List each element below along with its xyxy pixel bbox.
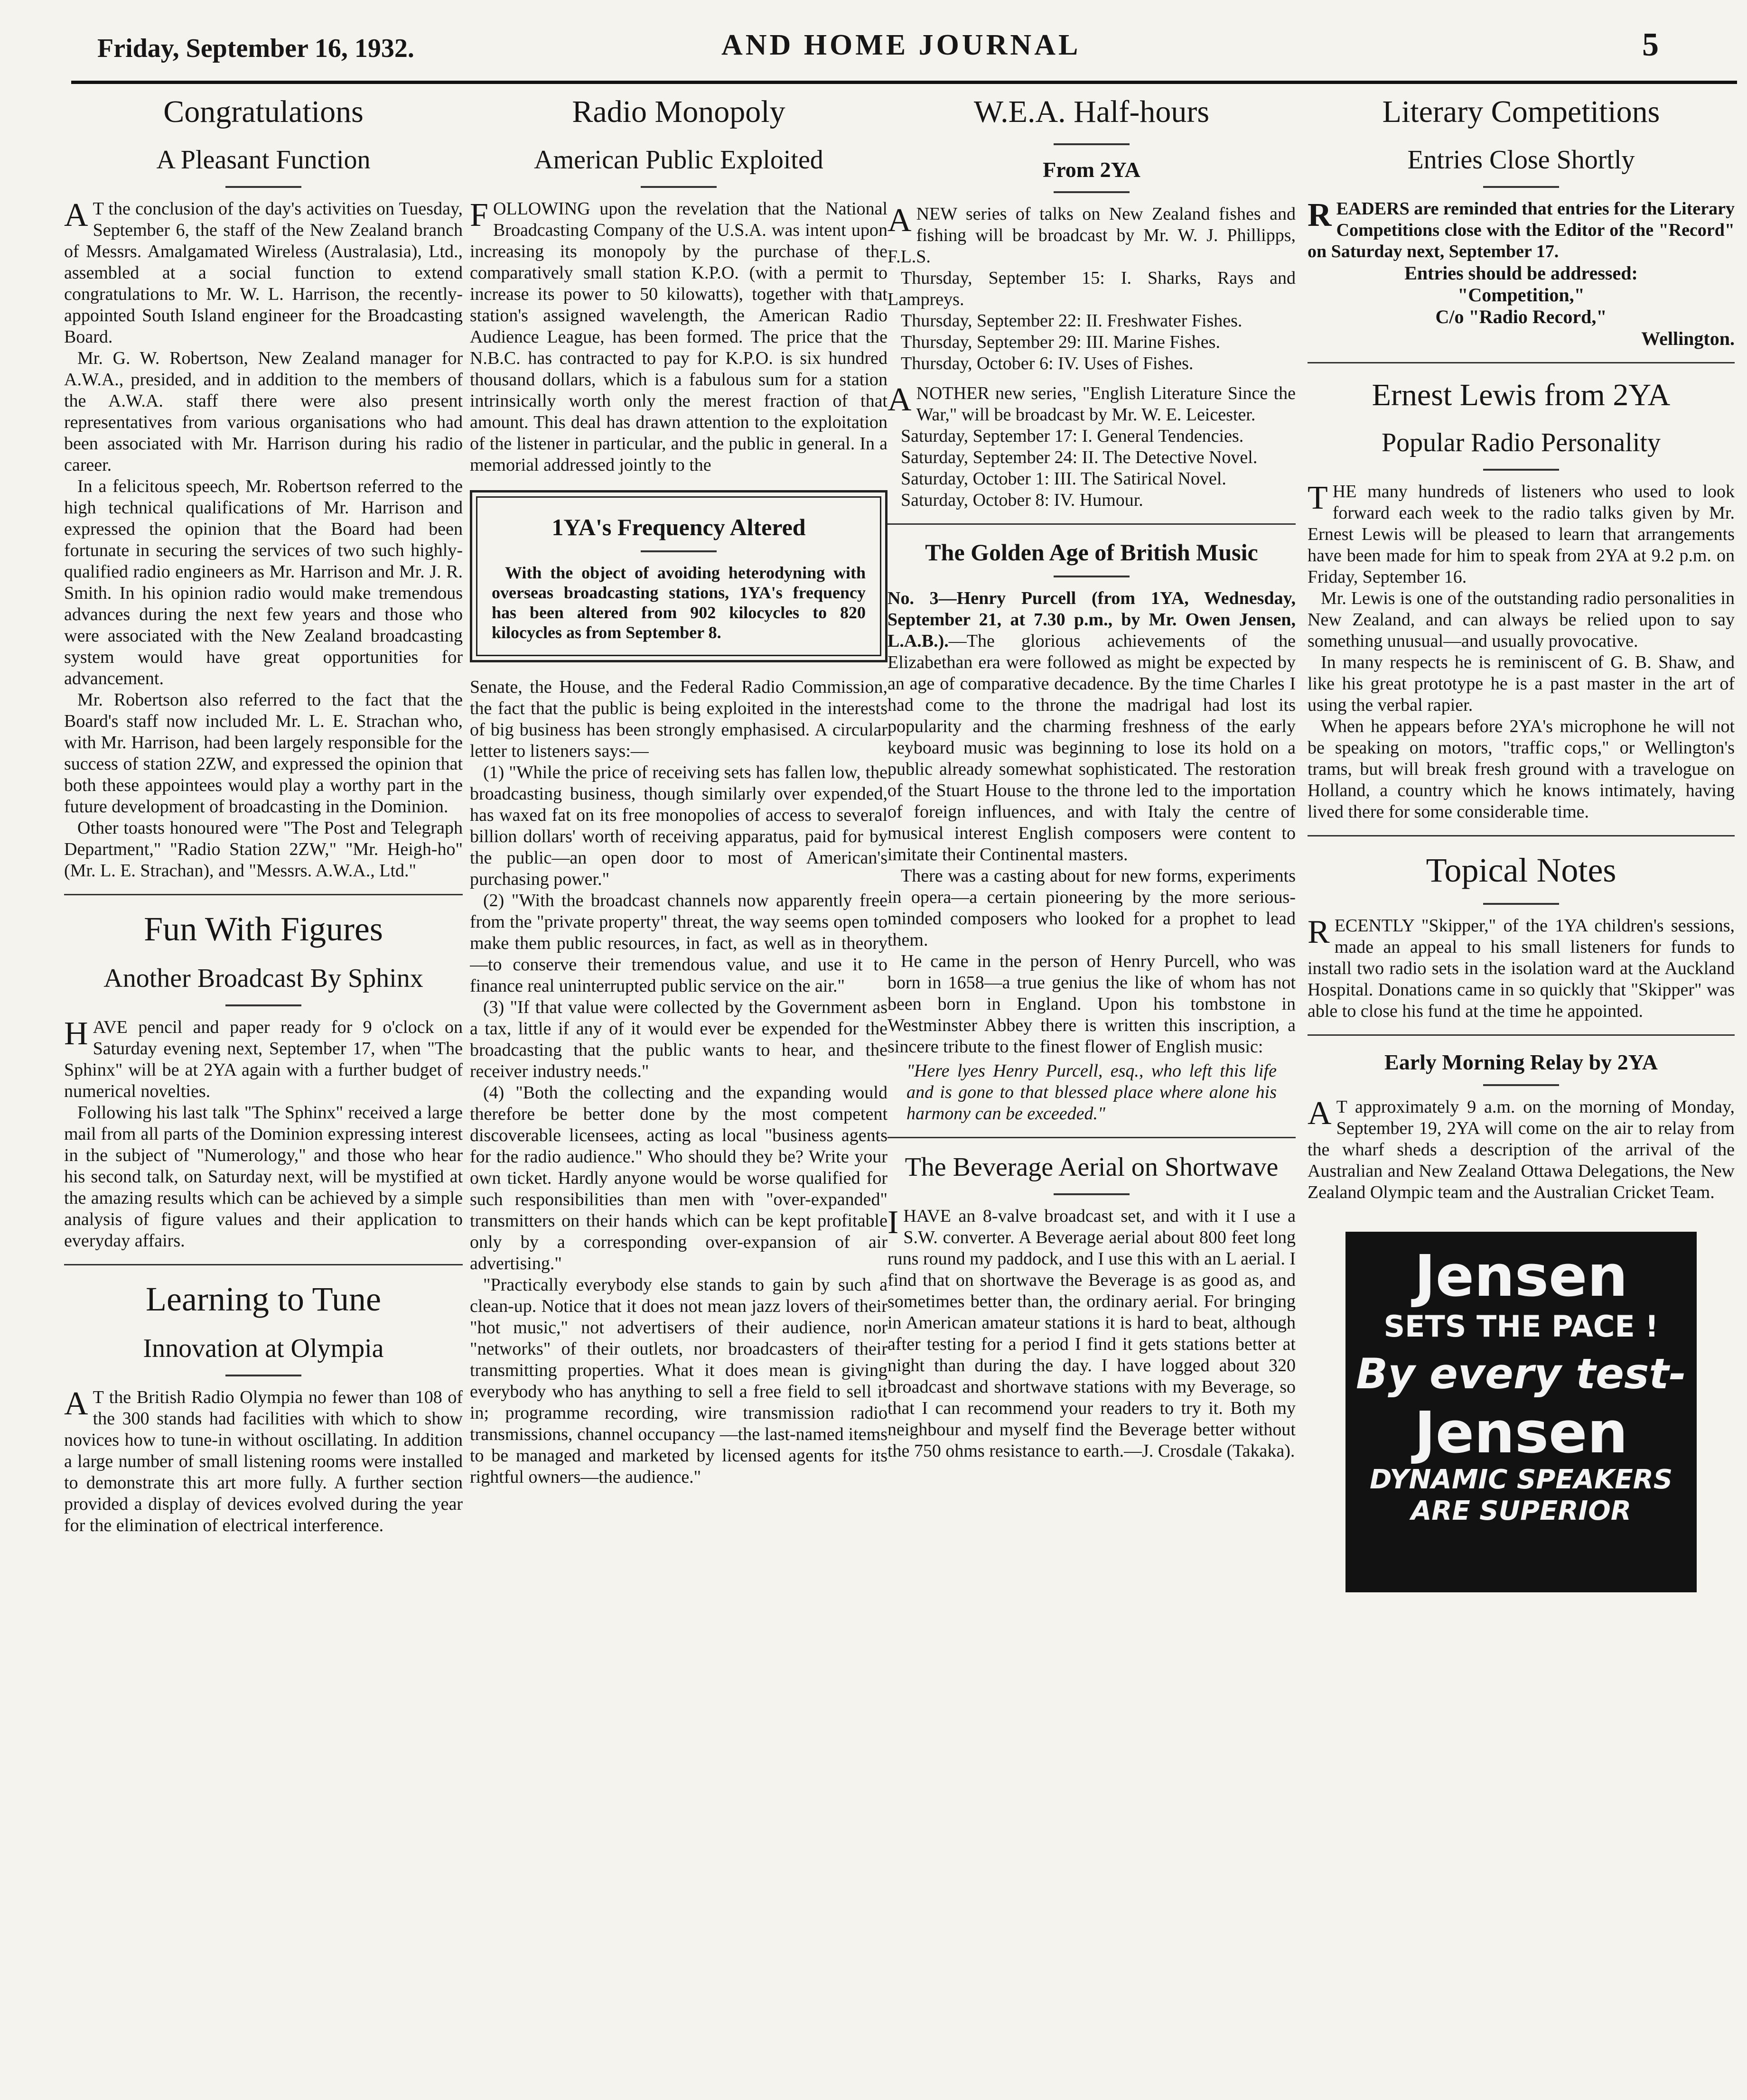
paragraph: There was a casting about for new forms, experiments in opera—a certain pioneering by the more serious-minded composers who looked for a prophet to lead them. bbox=[888, 866, 1296, 950]
journal-title: AND HOME JOURNAL bbox=[721, 29, 1081, 61]
ad-brand: Jensen bbox=[1414, 1243, 1628, 1310]
divider bbox=[64, 1264, 463, 1265]
paragraph: (2) "With the broadcast channels now apparently free from the "private property" threat, the way seems open to make them public resources, in fact, as well as in theory—to conserve their tremendous value, and use it to finance real uninterrupted public service on the air." bbox=[470, 890, 888, 996]
headline: The Golden Age of British Music bbox=[925, 539, 1258, 566]
schedule-item: Saturday, September 17: I. General Tendencies. bbox=[901, 426, 1244, 446]
divider bbox=[225, 1004, 301, 1006]
paragraph: In many respects he is reminiscent of G. B. Shaw, and like his great prototype he is a past master in the art of using the verbal rapier. bbox=[1308, 652, 1735, 715]
subheadline: Entries Close Shortly bbox=[1407, 145, 1635, 175]
lead-in: No. 3—Henry Purcell (from 1YA, Wednesday, September 21, at 7.30 p.m., by Mr. Owen Jensen, L.A.B.). bbox=[888, 588, 1296, 651]
paragraph: Other toasts honoured were "The Post and Telegraph Department," "Radio Station 2ZW," "Mr. Heigh-ho" (Mr. L. E. Strachan), and "Messrs. A.W.A., Ltd." bbox=[64, 818, 463, 881]
paragraph: (1) "While the price of receiving sets has fallen low, the broadcasting business, though similarly over expended, has waxed fat on its free monopolies of access to several billion dollars' worth of receiving apparatus, paid for by the public—an open door to most of American's purchasing power." bbox=[470, 762, 888, 889]
divider bbox=[225, 1375, 301, 1376]
divider bbox=[1483, 903, 1559, 905]
paragraph: THE many hundreds of listeners who used to look forward each week to the radio talks given by Mr. Ernest Lewis will be pleased to learn that arrangements have been made for him to speak from 2YA at 9.2 p.m. on Friday, September 16. bbox=[1308, 480, 1735, 587]
drop-cap: A bbox=[64, 196, 88, 233]
drop-cap: T bbox=[1308, 480, 1328, 516]
paragraph: A T approximately 9 a.m. on the morning of Monday, September 19, 2YA will come on the air to relay from the wharf sheds a description of the arrival of the Australian and New Zealand Ottawa Delegations, the New Zealand Olympic team and the Australian Cricket Team. bbox=[1308, 1095, 1735, 1202]
schedule-item: Saturday, October 1: III. The Satirical Novel. bbox=[901, 469, 1226, 489]
column-3 bbox=[888, 93, 1296, 2092]
schedule-item: Saturday, September 24: II. The Detective Novel. bbox=[901, 447, 1258, 468]
schedule-item: Thursday, September 22: II. Freshwater Fishes. bbox=[901, 311, 1243, 331]
subheadline: A Pleasant Function bbox=[156, 145, 371, 175]
divider bbox=[1308, 1034, 1735, 1036]
paragraph: (4) "Both the collecting and the expanding would therefore be better done by the most competent discoverable licensees, acting as local "business agents for the radio audience." Who should they be? Write your own ticket. Hardly anyone would be worse qualified for such responsibilities than men with "over-expanded" transmitters on their hands which can be kept profitable only by a corresponding over-expansion of air advertising." bbox=[470, 1082, 888, 1273]
divider bbox=[888, 523, 1296, 525]
headline: Radio Monopoly bbox=[572, 94, 785, 129]
divider bbox=[225, 186, 301, 188]
article-golden-age bbox=[888, 537, 1296, 1124]
drop-cap: A bbox=[1308, 1095, 1332, 1132]
drop-cap: F bbox=[470, 196, 488, 233]
ad-slogan: SETS THE PACE ! bbox=[1383, 1309, 1659, 1344]
divider bbox=[64, 894, 463, 895]
article-early-morning-relay bbox=[1308, 1048, 1735, 1203]
divider bbox=[1054, 191, 1130, 193]
box-text: With the object of avoiding heterodyning with overseas broadcasting stations, 1YA's frequency has been altered from 902 kilocycles to 820 kilocycles as from September 8. bbox=[492, 563, 866, 642]
paragraph: Senate, the House, and the Federal Radio Commission, the fact that the public is being exploited in the interests of big business has been strongly emphasised. A circular letter to listeners says:— bbox=[470, 677, 888, 761]
page-number: 5 bbox=[1642, 27, 1659, 63]
ad-brand: Jensen bbox=[1414, 1400, 1628, 1466]
divider bbox=[1483, 469, 1559, 471]
paragraph: Following his last talk "The Sphinx" received a large mail from all parts of the Dominion expressing interest in the subject of "Numerology," and those who hear his second talk, on Saturday next, will be mystified at the amazing results which can be achieved by a simple analysis of figure values and their application to everyday affairs. bbox=[64, 1102, 463, 1251]
paragraph: IHAVE an 8-valve broadcast set, and with it I use a S.W. converter. A Beverage aerial about 800 feet long runs round my paddock, and I use this with an L aerial. I find that on shortwave the Beverage is as good as, and sometimes better than, the ordinary aerial. For bringing in American amateur stations it is hard to beat, although after testing for a period I find it gets stations better at night than during the day. I have logged about 320 broadcast and shortwave stations with my Beverage, so that I can recommend your readers to try it. Both my neighbour and myself find the Beverage better without the 750 ohms resistance to earth.—J. Crosdale (Takaka). bbox=[888, 1204, 1296, 1461]
headline: The Beverage Aerial on Shortwave bbox=[905, 1152, 1279, 1182]
jensen-advertisement bbox=[1345, 1232, 1697, 1592]
subheadline: Innovation at Olympia bbox=[143, 1333, 384, 1363]
schedule-item: Thursday, October 6: IV. Uses of Fishes. bbox=[901, 353, 1194, 374]
issue-date: Friday, September 16, 1932. bbox=[97, 34, 414, 63]
paragraph: ANEW series of talks on New Zealand fishes and fishing will be broadcast by Mr. W. J. Phillipps, F.L.S. bbox=[888, 202, 1296, 267]
column-2 bbox=[470, 93, 888, 2092]
paragraph: Mr. G. W. Robertson, New Zealand manager for A.W.A., presided, and in addition to the members of the A.W.A. staff there were also present representatives from various organisations who had been associated with Mr. Harrison during his radio career. bbox=[64, 348, 463, 475]
drop-cap: A bbox=[888, 202, 912, 239]
ad-product: DYNAMIC SPEAKERS bbox=[1369, 1464, 1673, 1495]
paragraph: A T the British Radio Olympia no fewer than 108 of the 300 stands had facilities with which to show novices how to tune-in without oscillating. In addition a large number of small listening rooms were installed to demonstrate this art more fully. A further section provided a display of devices evolved during the year for the elimination of electrical interference. bbox=[64, 1385, 463, 1535]
subheadline: Another Broadcast By Sphinx bbox=[103, 963, 423, 993]
column-4 bbox=[1308, 93, 1735, 2092]
paragraph: ANOTHER new series, "English Literature Since the War," will be broadcast by Mr. W. E. Leicester. bbox=[888, 381, 1296, 425]
schedule-item: Thursday, September 15: I. Sharks, Rays and Lampreys. bbox=[888, 268, 1296, 310]
divider bbox=[1054, 1193, 1130, 1195]
address-line: C/o "Radio Record," bbox=[1435, 306, 1607, 327]
drop-cap: I bbox=[888, 1204, 899, 1241]
headline: Literary Competitions bbox=[1382, 94, 1660, 129]
paragraph: READERS are reminded that entries for the Literary Competitions close with the Editor of the "Record" on Saturday next, September 17. bbox=[1308, 196, 1735, 261]
divider bbox=[1308, 835, 1735, 836]
drop-cap: R bbox=[1308, 196, 1332, 233]
divider bbox=[888, 1137, 1296, 1138]
article-ernest-lewis bbox=[1308, 376, 1735, 823]
article-radio-monopoly bbox=[470, 93, 888, 1488]
article-topical-notes bbox=[1308, 849, 1735, 1022]
schedule-item: Thursday, September 29: III. Marine Fishes. bbox=[901, 332, 1220, 353]
headline: Learning to Tune bbox=[146, 1280, 381, 1318]
divider bbox=[1054, 576, 1130, 577]
ad-claim: ARE SUPERIOR bbox=[1411, 1495, 1631, 1526]
paragraph: He came in the person of Henry Purcell, who was born in 1658—a true genius the like of whom has not been born in England. Upon his tombstone in Westminster Abbey there is written this inscription, a sincere tribute to the finest flower of English music: bbox=[888, 951, 1296, 1057]
article-wea-half-hours bbox=[888, 93, 1296, 511]
address-line: Wellington. bbox=[1641, 327, 1735, 349]
headline: Congratulations bbox=[163, 94, 364, 129]
paragraph: In a felicitous speech, Mr. Robertson referred to the high technical qualifications of Mr. Harrison and expressed the opinion that the Board had been fortunate in securing the services of two such highly-qualified radio engineers as Mr. Harrison and Mr. J. R. Smith. In his opinion radio would make tremendous advances during the next few years and those who were associated with the New Zealand broadcasting system would have great opportunities for advancement. bbox=[64, 476, 463, 688]
ad-tagline: By every test- bbox=[1356, 1349, 1686, 1398]
divider bbox=[1054, 143, 1130, 145]
divider bbox=[1483, 1084, 1559, 1086]
paragraph: A T the conclusion of the day's activities on Tuesday, September 6, the staff of the New Zealand branch of Messrs. Amalgamated Wireless (Australasia), Ltd., assembled at a social function to extend congratulations to Mr. W. L. Harrison, the recently-appointed South Island engineer for the Broadcasting Board. bbox=[64, 196, 463, 347]
headline: Fun With Figures bbox=[144, 910, 383, 948]
headline: W.E.A. Half-hours bbox=[973, 94, 1210, 129]
subheadline: American Public Exploited bbox=[534, 145, 823, 175]
notice-box-1ya-frequency bbox=[470, 490, 888, 662]
address-line: Entries should be addressed: bbox=[1404, 262, 1638, 284]
masthead-rule bbox=[71, 81, 1737, 84]
address-line: "Competition," bbox=[1457, 284, 1585, 306]
masthead bbox=[0, 0, 1747, 85]
paragraph: "Practically everybody else stands to gain by such a clean-up. Notice that it does not mean jazz lovers of their "hot music," not advertisers of their audience, nor "networks" of their outlets, nor broadcasters of their transmitting properties. What it does mean is giving everybody who has anything to sell a free field to sell it in; programme recording, wire transmission radio transmissions, channel occupancy —the last-named items to be managed and marketed by licensed agents for its rightful owners—the audience." bbox=[470, 1274, 888, 1487]
headline: Topical Notes bbox=[1426, 851, 1616, 889]
paragraph: RECENTLY "Skipper," of the 1YA children's sessions, made an appeal to his small listeners for funds to install two radio sets in the isolation ward at the Auckland Hospital. Donations came in so quickly that "Skipper" was able to close his fund at the time he appointed. bbox=[1308, 914, 1735, 1021]
paragraph: (3) "If that value were collected by the Government as a tax, little if any of it would ever be expended for the broadcasting that the public wants to hear, and the receiver industry needs." bbox=[470, 997, 888, 1081]
headline: Ernest Lewis from 2YA bbox=[1372, 377, 1671, 412]
paragraph: Mr. Robertson also referred to the fact that the Board's staff now included Mr. L. E. Strachan who, with Mr. Harrison, had been largely responsible for the success of station 2ZW, and expressed the opinion that both these appointees would play a worthy part in the future development of broadcasting in the Dominion. bbox=[64, 689, 463, 817]
divider bbox=[1308, 362, 1735, 363]
headline: Early Morning Relay by 2YA bbox=[1384, 1050, 1658, 1074]
subheadline: Popular Radio Personality bbox=[1382, 428, 1661, 457]
drop-cap: A bbox=[888, 381, 912, 418]
quotation: "Here lyes Henry Purcell, esq., who left this life and is gone to that blessed place where alone his harmony can be exceeded." bbox=[906, 1061, 1277, 1124]
drop-cap: H bbox=[64, 1015, 88, 1052]
paragraph: When he appears before 2YA's microphone he will not be speaking on motors, "traffic cops," or Wellington's trams, but will break fresh ground with a travelogue on Holland, a country which he knows intimately, having lived there for some considerable time. bbox=[1308, 716, 1735, 822]
divider bbox=[641, 550, 717, 552]
column-1 bbox=[64, 93, 463, 2092]
subheadline: From 2YA bbox=[1043, 157, 1140, 182]
article-literary-competitions bbox=[1308, 93, 1735, 350]
divider bbox=[1483, 186, 1559, 188]
article-beverage-aerial bbox=[888, 1151, 1296, 1462]
paragraph: FOLLOWING upon the revelation that the National Broadcasting Company of the U.S.A. was intent upon increasing its monopoly by the purchase of the comparatively small station K.P.O. (with a permit to increase its power to 50 kilowatts), together with that station's assigned wavelength, the American Radio Audience League, has been formed. The price that the N.B.C. has contracted to pay for K.P.O. is six hundred thousand dollars, which is a fabulous sum for a station intrinsically worth only the merest fraction of that amount. This deal has drawn attention to the exploitation of the listener in particular, and the public in general. In a memorial addressed jointly to the bbox=[470, 196, 888, 475]
divider bbox=[641, 186, 717, 188]
paragraph: Mr. Lewis is one of the outstanding radio personalities in New Zealand, and can always be relied upon to say something unusual—and usually provocative. bbox=[1308, 588, 1735, 651]
box-title: 1YA's Frequency Altered bbox=[551, 513, 806, 540]
drop-cap: R bbox=[1308, 914, 1330, 950]
article-fun-with-figures bbox=[64, 908, 463, 1252]
drop-cap: A bbox=[64, 1385, 88, 1422]
schedule-item: Saturday, October 8: IV. Humour. bbox=[901, 490, 1143, 511]
paragraph: No. 3—Henry Purcell (from 1YA, Wednesday, September 21, at 7.30 p.m., by Mr. Owen Jensen, L.A.B.).—The glorious achievements of the Elizabethan era were followed as might be expected by an age of comparative decadence. By the time Charles I had come to the throne the madrigal had lost its popularity and the charming freshness of the early keyboard music was beginning to lose its hold on a public already somewhat sophisticated. The restoration of the Stuart House to the throne led to the importation of foreign influences, and with Italy the centre of musical interest English composers were content to imitate their Continental masters. bbox=[888, 588, 1296, 865]
paragraph: HAVE pencil and paper ready for 9 o'clock on Saturday evening next, September 17, when "The Sphinx" will be at 2YA again with a further budget of numerical novelties. bbox=[64, 1015, 463, 1101]
article-congratulations bbox=[64, 93, 463, 882]
article-learning-to-tune bbox=[64, 1278, 463, 1536]
